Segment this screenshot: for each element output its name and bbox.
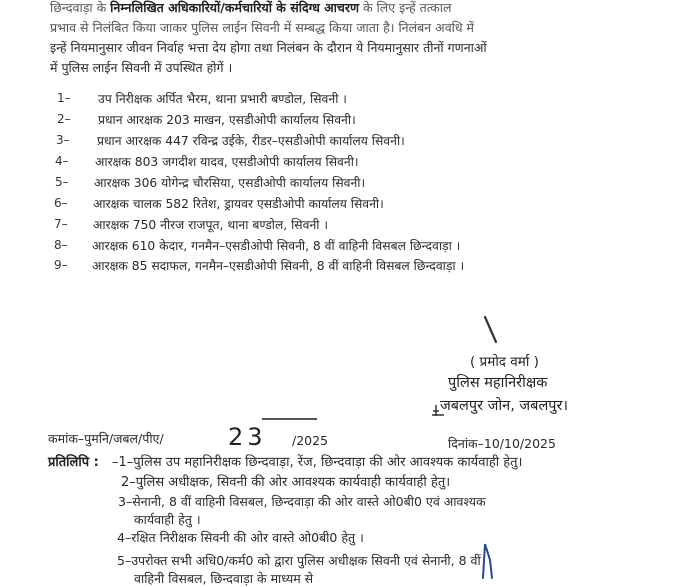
list-number: 6– xyxy=(54,196,68,210)
reference-number-handwritten: 23 xyxy=(228,423,267,451)
paragraph-line-1 xyxy=(50,0,451,16)
reference-number-prefix: कमांक–पुमनि/जबल/पीए/ xyxy=(48,431,164,446)
signatory-name: ( प्रमोद वर्मा ) xyxy=(470,354,539,370)
list-text: उप निरीक्षक अर्पित भैरम, थाना प्रभारी बण्डोल, सिवनी । xyxy=(98,92,347,106)
list-number: 1– xyxy=(57,91,71,105)
list-text: आरक्षक 306 योगेन्द्र चौरसिया, एसडीओपी कार्यालय सिवनी। xyxy=(94,176,366,190)
list-number: 3– xyxy=(56,133,70,147)
list-number: 8– xyxy=(54,238,68,252)
signatory-designation: पुलिस महानिरीक्षक xyxy=(448,375,548,391)
list-text: आरक्षक 610 केदार, गनमैन–एसडीओपी सिवनी, 8 वीं वाहिनी विसबल छिन्दवाड़ा । xyxy=(92,239,461,253)
paragraph-bold-text: निम्नलिखित अधिकारियों/कर्मचारियों के संदिग्ध आचरण xyxy=(110,0,359,15)
signature-mark-icon xyxy=(483,315,499,345)
copy-to-item-3-line-2: कार्यवाही हेतु । xyxy=(134,512,201,527)
list-number: 5– xyxy=(55,175,69,189)
copy-to-item-4: 4–रक्षित निरीक्षक सिवनी की ओर वास्ते ओ0बी0 हेतु । xyxy=(117,530,364,545)
copy-to-item-5-line-2: वाहिनी विसबल, छिन्दवाड़ा के माध्यम से xyxy=(134,571,314,586)
paragraph-prefix: छिन्दवाड़ा के xyxy=(50,0,111,15)
blue-ink-mark-icon xyxy=(478,540,498,580)
copy-to-item-5-line-1: 5–उपरोक्त सभी अधि0/कर्म0 को द्वारा पुलिस अधीक्षक सिवनी एवं सेनानी, 8 वीं xyxy=(117,553,481,568)
paragraph-line-2: प्रभाव से निलंबित किया जाकर पुलिस लाईन सिवनी में सम्बद्ध किया जाता है। निलंबन अवधि में xyxy=(50,20,475,35)
list-text: आरक्षक चालक 582 रितेश, ड्रायवर एसडीओपी कार्यालय सिवनी। xyxy=(93,197,384,211)
list-text: प्रधान आरक्षक 447 रविन्द्र उईके, रीडर–एसडीओपी कार्यालय सिवनी। xyxy=(97,134,405,148)
list-number: 7– xyxy=(54,217,68,231)
handwritten-mark-icon xyxy=(430,403,446,419)
signatory-office: जबलपुर जोन, जबलपुर। xyxy=(440,398,568,414)
copy-to-item-3-line-1: 3–सेनानी, 8 वीं वाहिनी विसबल, छिन्दवाड़ा की ओर वास्ते ओ0बी0 एवं आवश्यक xyxy=(118,494,486,509)
list-text: प्रधान आरक्षक 203 माखन, एसडीओपी कार्यालय सिवनी। xyxy=(98,113,356,127)
copy-to-label: प्रतिलिपि : xyxy=(48,455,99,470)
divider-line xyxy=(262,418,317,420)
paragraph-suffix: के लिए इन्हें तत्काल xyxy=(359,0,452,15)
list-number: 4– xyxy=(55,154,69,168)
list-text: आरक्षक 85 सदाफल, गनमैन–एसडीओपी सिवनी, 8 वीं वाहिनी विसबल छिन्दवाड़ा । xyxy=(92,259,465,273)
reference-date: दिनांक–10/10/2025 xyxy=(448,436,556,451)
paragraph-line-3: इन्हें नियमानुसार जीवन निर्वाह भत्ता देय होगा तथा निलंबन के दौरान ये नियमानुसार तीनों गणनाओं xyxy=(50,40,487,55)
reference-number-suffix: /2025 xyxy=(292,433,329,448)
copy-to-item-1: –1–पुलिस उप महानिरीक्षक छिन्दवाड़ा, रेंज, छिन्दवाड़ा की ओर आवश्यक कार्यवाही हेतु। xyxy=(112,455,523,470)
list-text: आरक्षक 750 नीरज राजपूत, थाना बण्डोल, सिवनी । xyxy=(93,218,329,232)
list-number: 2– xyxy=(57,112,71,126)
list-text: आरक्षक 803 जगदीश यादव, एसडीओपी कार्यालय सिवनी। xyxy=(95,155,359,169)
paragraph-line-4: में पुलिस लाईन सिवनी में उपस्थित होगें । xyxy=(50,60,233,75)
list-number: 9– xyxy=(54,258,68,272)
copy-to-item-2: 2–पुलिस अधीक्षक, सिवनी की ओर आवश्यक कार्यवाही कार्यवाही हेतु। xyxy=(121,475,451,490)
